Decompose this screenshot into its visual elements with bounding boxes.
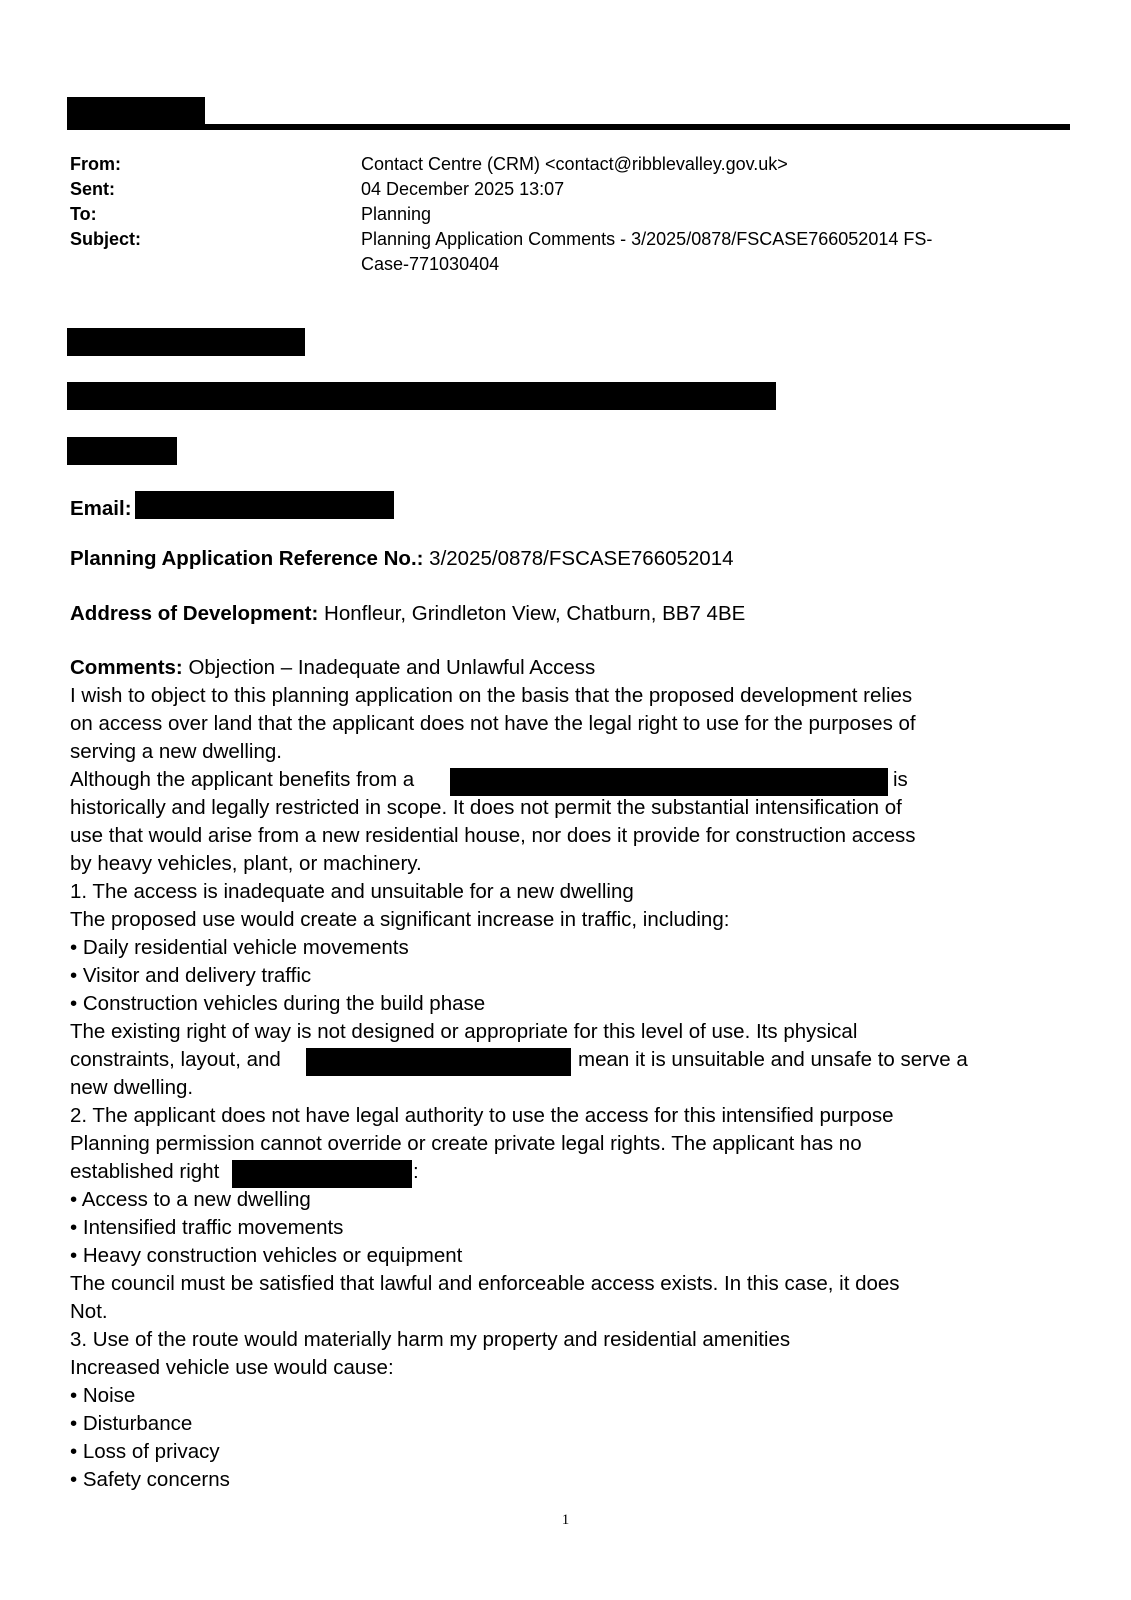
body-line: I wish to object to this planning application on the basis that the proposed development relies bbox=[70, 684, 913, 707]
from-label: From: bbox=[70, 154, 121, 174]
redacted-address bbox=[67, 382, 776, 410]
subject-value-line2: Case-771030404 bbox=[361, 254, 500, 274]
redacted-postcode bbox=[67, 437, 177, 465]
body-line-4b: is bbox=[893, 768, 908, 791]
body-line-14a: constraints, layout, and bbox=[70, 1048, 281, 1071]
body-line: serving a new dwelling. bbox=[70, 740, 282, 763]
reference-value: 3/2025/0878/FSCASE766052014 bbox=[423, 547, 734, 570]
sent-label: Sent: bbox=[70, 179, 115, 199]
body-line: historically and legally restricted in scope. It does not permit the substantial intensification of bbox=[70, 796, 902, 819]
body-line: use that would arise from a new residential house, nor does it provide for construction access bbox=[70, 824, 916, 847]
comments-label: Comments: bbox=[70, 656, 183, 679]
section-heading-2: 2. The applicant does not have legal authority to use the access for this intensified purpose bbox=[70, 1104, 894, 1127]
list-item: • Visitor and delivery traffic bbox=[70, 964, 312, 987]
list-item: • Noise bbox=[70, 1384, 136, 1407]
list-item: • Disturbance bbox=[70, 1412, 193, 1435]
body-line: Not. bbox=[70, 1300, 108, 1323]
email-label: Email: bbox=[70, 497, 132, 520]
subject-value-line1: Planning Application Comments - 3/2025/0878/FSCASE766052014 FS- bbox=[361, 229, 933, 249]
list-item: • Access to a new dwelling bbox=[70, 1188, 311, 1211]
body-line-4a: Although the applicant benefits from a bbox=[70, 768, 415, 791]
body-line: Planning permission cannot override or create private legal rights. The applicant has no bbox=[70, 1132, 862, 1155]
body-line-18a: established right bbox=[70, 1160, 220, 1183]
body-line: The council must be satisfied that lawful and enforceable access exists. In this case, it does bbox=[70, 1272, 900, 1295]
comments-line bbox=[70, 654, 595, 682]
to-label: To: bbox=[70, 204, 97, 224]
section-heading-1: 1. The access is inadequate and unsuitable for a new dwelling bbox=[70, 880, 634, 903]
redacted-right-detail bbox=[232, 1160, 412, 1188]
from-value: Contact Centre (CRM) <contact@ribblevalley.gov.uk> bbox=[361, 154, 788, 174]
sent-value: 04 December 2025 13:07 bbox=[361, 179, 565, 199]
page-number: 1 bbox=[561, 1512, 570, 1528]
list-item: • Loss of privacy bbox=[70, 1440, 220, 1463]
redacted-constraint-detail bbox=[306, 1048, 571, 1076]
address-label: Address of Development: bbox=[70, 602, 319, 625]
comments-value: Objection – Inadequate and Unlawful Access bbox=[182, 656, 596, 679]
address-line bbox=[70, 600, 745, 628]
to-value: Planning bbox=[361, 204, 432, 224]
body-line: The existing right of way is not designed or appropriate for this level of use. Its physical bbox=[70, 1020, 858, 1043]
redacted-right-of-way-description bbox=[450, 768, 888, 796]
header-rule bbox=[67, 124, 1070, 130]
body-line: new dwelling. bbox=[70, 1076, 194, 1099]
reference-label: Planning Application Reference No.: bbox=[70, 547, 424, 570]
list-item: • Heavy construction vehicles or equipment bbox=[70, 1244, 463, 1267]
list-item: • Intensified traffic movements bbox=[70, 1216, 344, 1239]
email-line bbox=[70, 491, 394, 523]
redacted-name bbox=[67, 328, 305, 356]
reference-line bbox=[70, 545, 734, 573]
list-item: • Daily residential vehicle movements bbox=[70, 936, 409, 959]
body-line: on access over land that the applicant does not have the legal right to use for the purposes of bbox=[70, 712, 916, 735]
subject-label: Subject: bbox=[70, 229, 142, 249]
list-item: • Safety concerns bbox=[70, 1468, 230, 1491]
body-line: The proposed use would create a significant increase in traffic, including: bbox=[70, 908, 730, 931]
redacted-sender-name bbox=[67, 97, 205, 127]
body-line-18b: : bbox=[413, 1160, 419, 1183]
address-value: Honfleur, Grindleton View, Chatburn, BB7 4BE bbox=[318, 602, 746, 625]
list-item: • Construction vehicles during the build phase bbox=[70, 992, 486, 1015]
body-line: Increased vehicle use would cause: bbox=[70, 1356, 394, 1379]
redacted-email bbox=[135, 491, 394, 519]
body-line-14b: mean it is unsuitable and unsafe to serve a bbox=[578, 1048, 968, 1071]
body-line: by heavy vehicles, plant, or machinery. bbox=[70, 852, 422, 875]
section-heading-3: 3. Use of the route would materially harm my property and residential amenities bbox=[70, 1328, 791, 1351]
